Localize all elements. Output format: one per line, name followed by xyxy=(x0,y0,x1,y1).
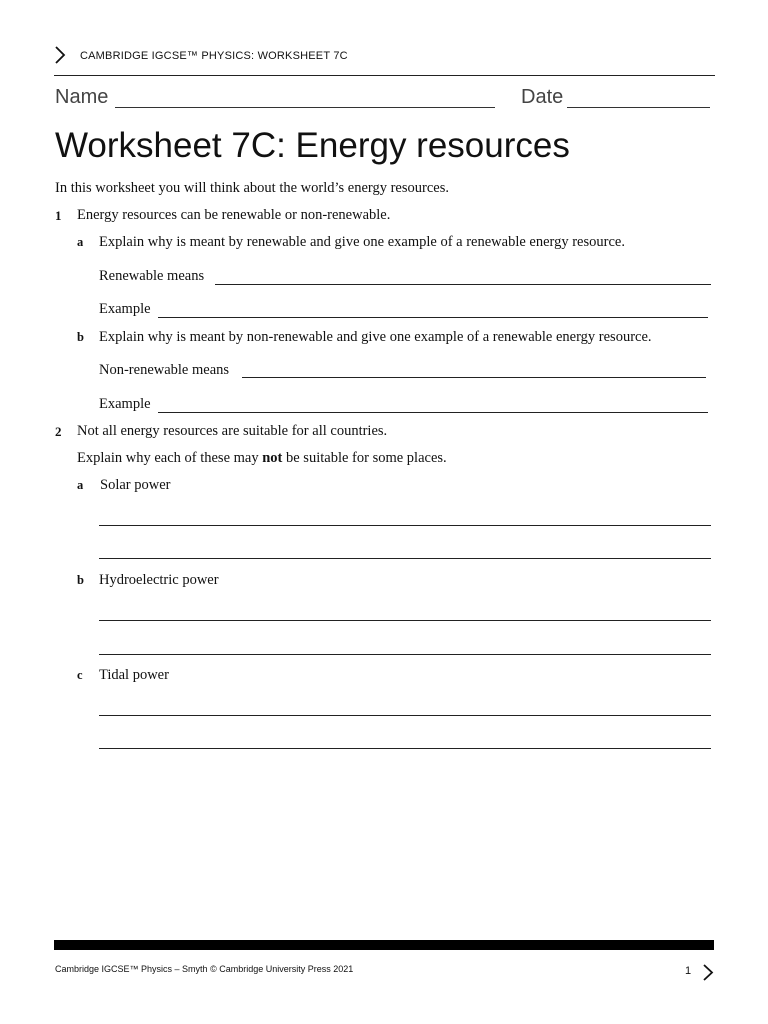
footer-credit: Cambridge IGCSE™ Physics – Smyth © Cambridge University Press 2021 xyxy=(55,964,354,974)
page-number: 1 xyxy=(685,965,692,977)
footer-bar xyxy=(54,940,714,950)
intro-text: In this worksheet you will think about the world’s energy resources. xyxy=(55,180,449,196)
part-label: c xyxy=(77,668,83,682)
chevron-right-icon[interactable] xyxy=(702,963,714,982)
question-text: Energy resources can be renewable or non-renewable. xyxy=(77,207,391,223)
part-label: a xyxy=(77,235,84,249)
question-number: 1 xyxy=(55,208,62,223)
answer-prompt: Example xyxy=(99,396,151,412)
date-label: Date xyxy=(521,86,564,108)
part-text: Explain why is meant by renewable and give one example of a renewable energy resource. xyxy=(99,234,625,250)
part-label: b xyxy=(77,330,84,344)
part-label: a xyxy=(77,478,84,492)
part-text: Tidal power xyxy=(99,667,169,683)
answer-line[interactable] xyxy=(99,558,711,559)
answer-prompt: Renewable means xyxy=(99,268,205,284)
answer-line[interactable] xyxy=(158,317,708,318)
part-text: Solar power xyxy=(100,477,171,493)
answer-prompt: Example xyxy=(99,301,151,317)
chevron-right-icon xyxy=(53,45,67,65)
page-title: Worksheet 7C: Energy resources xyxy=(55,126,570,165)
question-text: Not all energy resources are suitable for all countries. xyxy=(77,423,388,439)
answer-line[interactable] xyxy=(99,620,711,621)
answer-line[interactable] xyxy=(99,654,711,655)
emphasis-not: not xyxy=(262,450,283,466)
question-instruction: Explain why each of these may not be suitable for some places. xyxy=(77,450,447,466)
running-head: CAMBRIDGE IGCSE™ PHYSICS: WORKSHEET 7C xyxy=(80,50,348,62)
name-field[interactable] xyxy=(115,107,495,108)
answer-prompt: Non-renewable means xyxy=(99,362,230,378)
answer-line[interactable] xyxy=(99,748,711,749)
name-label: Name xyxy=(55,86,109,108)
part-text: Explain why is meant by non-renewable and give one example of a renewable energy resource. xyxy=(99,329,652,345)
answer-line[interactable] xyxy=(99,525,711,526)
part-text: Hydroelectric power xyxy=(99,572,219,588)
header-rule xyxy=(54,75,715,76)
part-label: b xyxy=(77,573,84,587)
answer-line[interactable] xyxy=(158,412,708,413)
question-number: 2 xyxy=(55,424,62,439)
answer-line[interactable] xyxy=(242,377,706,378)
answer-line[interactable] xyxy=(215,284,711,285)
date-field[interactable] xyxy=(567,107,710,108)
answer-line[interactable] xyxy=(99,715,711,716)
